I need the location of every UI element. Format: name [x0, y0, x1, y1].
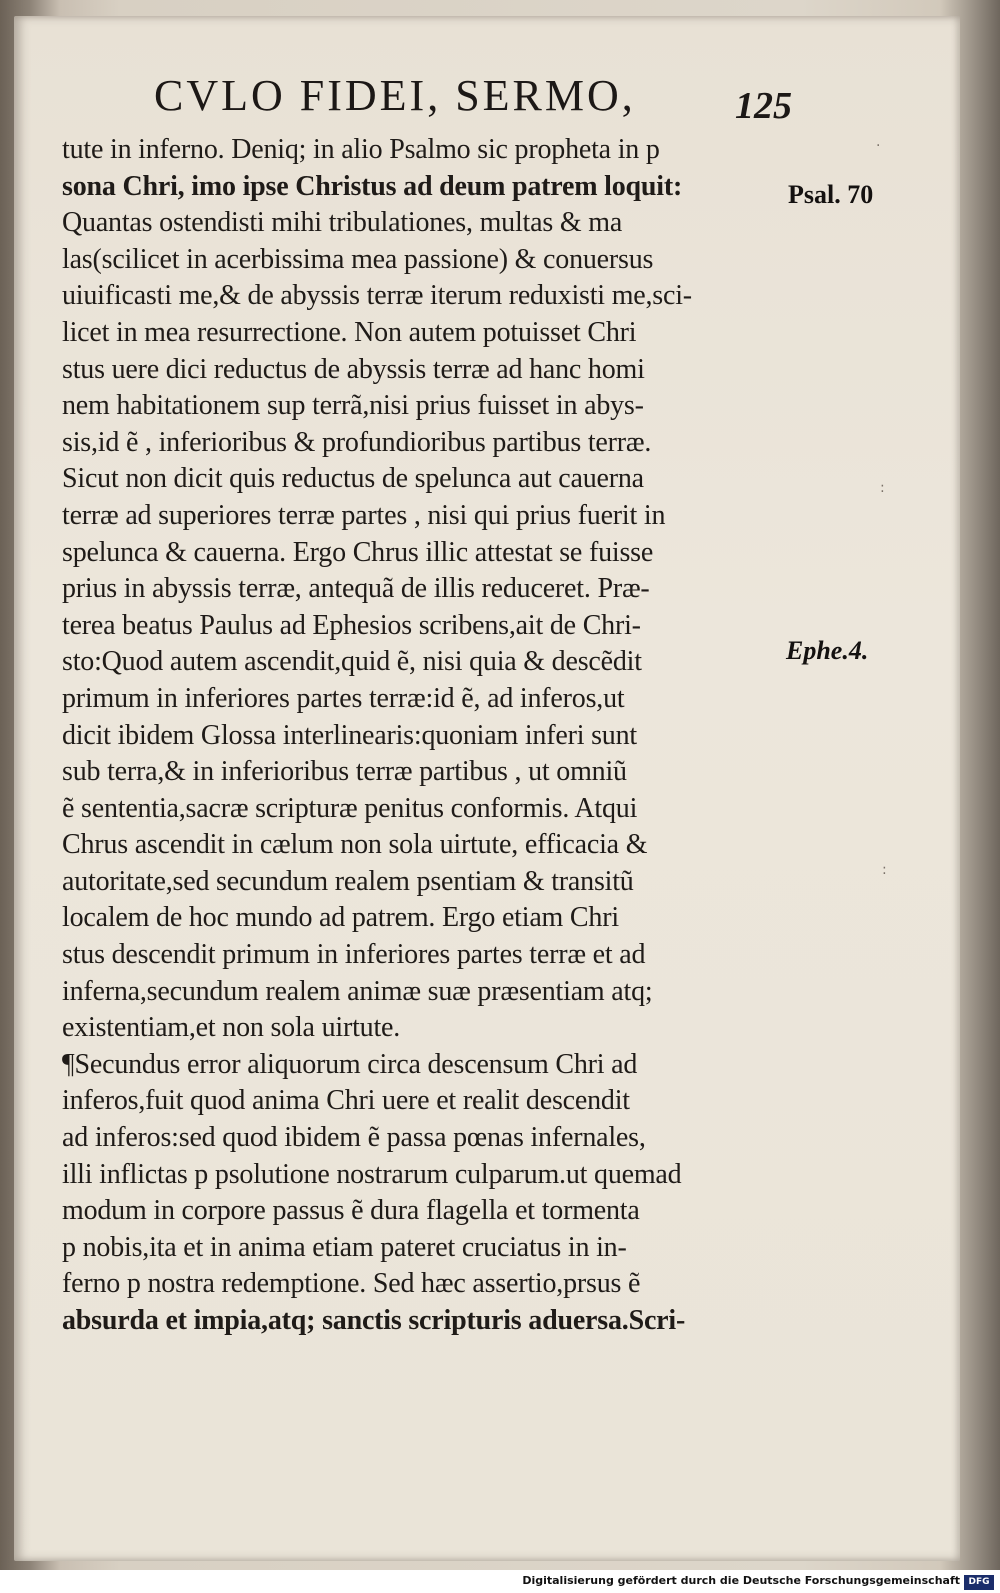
page-number: 125 — [735, 85, 792, 127]
text-line: nem habitationem sup terrã,nisi prius fuisset in abys- — [62, 390, 644, 422]
text-line: primum in inferiores partes terræ:id ẽ, ad inferos,ut — [62, 682, 625, 714]
text-line: las(scilicet in acerbissima mea passione) & conuersus — [62, 243, 654, 275]
text-line: uiuificasti me,& de abyssis terræ iterum reduxisti me,sci- — [62, 280, 692, 312]
marginal-note-ephesians: Ephe.4. — [786, 636, 869, 665]
text-line: licet in mea resurrectione. Non autem potuisset Chri — [62, 316, 637, 348]
text-line: inferos,fuit quod anima Chri uere et realit descendit — [62, 1085, 630, 1117]
text-line: terræ ad superiores terræ partes , nisi qui prius fuerit in — [62, 499, 666, 531]
text-line: illi inflictas p psolutione nostrarum culparum.ut quemad — [62, 1158, 682, 1190]
text-line: localem de hoc mundo ad patrem. Ergo etiam Chri — [62, 902, 619, 934]
marginal-note-psalm: Psal. 70 — [788, 180, 874, 209]
text-line: ferno p nostra redemptione. Sed hæc assertio,prsus ẽ — [62, 1268, 641, 1300]
funding-credit: Digitalisierung gefördert durch die Deutsche Forschungsgemeinschaft — [522, 1574, 960, 1587]
text-line: Quantas ostendisti mihi tribulationes, multas & ma — [62, 207, 623, 239]
text-line: stus uere dici reductus de abyssis terræ ad hanc homi — [62, 353, 645, 385]
text-line: ¶Secundus error aliquorum circa descensum Chri ad — [62, 1048, 638, 1080]
paper-speck: : — [882, 862, 887, 878]
text-line: absurda et impia,atq; sanctis scripturis aduersa.Scri- — [62, 1305, 686, 1336]
text-line: prius in abyssis terræ, antequã de illis reduceret. Præ- — [62, 573, 650, 605]
text-line: sub terra,& in inferioribus terræ partibus , ut omniũ — [62, 756, 627, 788]
text-line: p nobis,ita et in anima etiam pateret cruciatus in in- — [62, 1231, 627, 1263]
text-line: inferna,secundum realem animæ suæ præsentiam atq; — [62, 975, 653, 1007]
text-line: stus descendit primum in inferiores partes terræ et ad — [62, 939, 646, 971]
text-line: tute in inferno. Deniq; in alio Psalmo sic propheta in p — [62, 134, 660, 165]
text-line: ad inferos:sed quod ibidem ẽ passa pœnas infernales, — [62, 1122, 646, 1154]
text-line: autoritate,sed secundum realem psentiam & transitũ — [62, 865, 634, 897]
text-line: sto:Quod autem ascendit,quid ẽ, nisi quia & descẽdit — [62, 646, 642, 678]
paper-speck: · — [876, 138, 881, 154]
paper-speck: : — [880, 480, 885, 496]
text-line: modum in corpore passus ẽ dura flagella et tormenta — [62, 1195, 640, 1227]
dfg-logo: DFG — [964, 1575, 994, 1590]
text-line: sona Chri, imo ipse Christus ad deum patrem loquit: — [62, 170, 683, 202]
running-head: CVLO FIDEI, SERMO, — [154, 71, 636, 120]
text-line: Chrus ascendit in cælum non sola uirtute, efficacia & — [62, 829, 648, 861]
text-line: Sicut non dicit quis reductus de spelunca aut cauerna — [62, 463, 644, 495]
text-line: spelunca & cauerna. Ergo Chrus illic attestat se fuisse — [62, 536, 654, 568]
text-line: ẽ sententia,sacræ scripturæ penitus conformis. Atqui — [62, 792, 638, 824]
main-text-block — [62, 132, 802, 1340]
text-line: sis,id ẽ , inferioribus & profundioribus partibus terræ. — [62, 426, 652, 458]
text-line: existentiam,et non sola uirtute. — [62, 1012, 401, 1044]
text-line: terea beatus Paulus ad Ephesios scribens,ait de Chri- — [62, 609, 641, 641]
text-line: dicit ibidem Glossa interlinearis:quoniam inferi sunt — [62, 719, 637, 751]
